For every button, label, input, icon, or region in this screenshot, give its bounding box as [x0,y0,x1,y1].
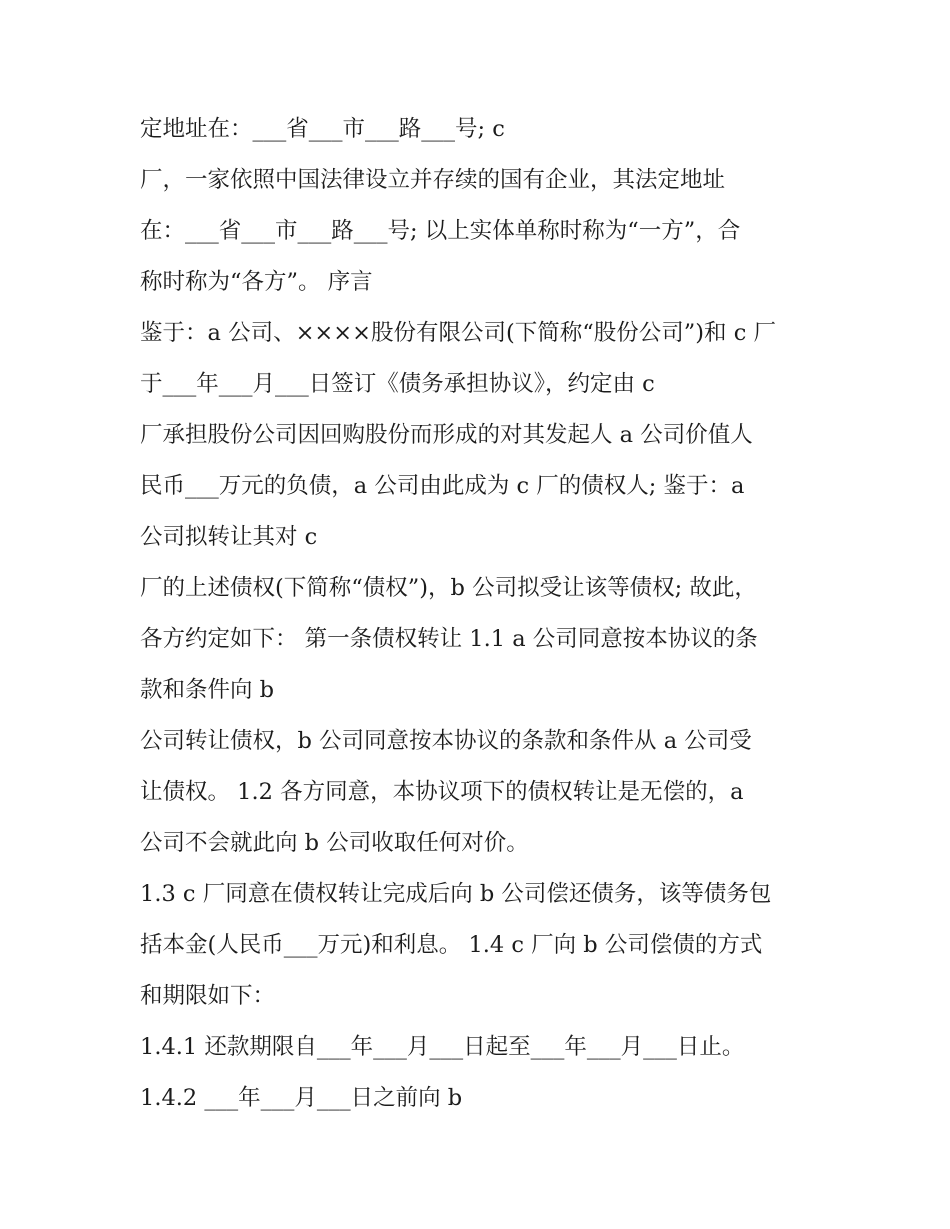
text-line: 于___年___月___日签订《债务承担协议》，约定由 c [140,371,655,397]
text-line: 称时称为“各方”。 序言 [140,269,373,295]
text-line: 1.4.1 还款期限自___年___月___日起至___年___月___日止。 [140,1034,745,1060]
text-line: 厂，一家依照中国法律设立并存续的国有企业，其法定地址 [140,167,726,193]
text-line: 鉴于：a 公司、××××股份有限公司(下简称“股份公司”)和 c 厂 [140,320,776,346]
text-line: 让债权。 1.2 各方同意，本协议项下的债权转让是无偿的，a [140,779,744,805]
text-line: 各方约定如下： 第一条债权转让 1.1 a 公司同意按本协议的条 [140,626,758,652]
text-line: 公司拟转让其对 c [140,524,318,550]
text-line: 和期限如下： [140,983,276,1009]
text-line: 公司不会就此向 b 公司收取任何对价。 [140,830,529,856]
text-line: 在：___省___市___路___号; 以上实体单称时称为“一方”，合 [140,218,741,244]
text-line: 厂的上述债权(下简称“债权”)，b 公司拟受让该等债权; 故此， [140,575,757,601]
text-line: 括本金(人民币___万元)和利息。 1.4 c 厂向 b 公司偿债的方式 [140,932,763,958]
text-line: 1.4.2 ___年___月___日之前向 b [140,1085,463,1111]
text-line: 款和条件向 b [140,677,275,703]
text-line: 1.3 c 厂同意在债权转让完成后向 b 公司偿还债务，该等债务包 [140,881,772,907]
text-line: 定地址在：___省___市___路___号; c [140,116,505,142]
document-body [140,104,830,1124]
text-line: 厂承担股份公司因回购股份而形成的对其发起人 a 公司价值人 [140,422,753,448]
text-line: 公司转让债权，b 公司同意按本协议的条款和条件从 a 公司受 [140,728,752,754]
text-line: 民币___万元的负债，a 公司由此成为 c 厂的债权人; 鉴于：a [140,473,745,499]
